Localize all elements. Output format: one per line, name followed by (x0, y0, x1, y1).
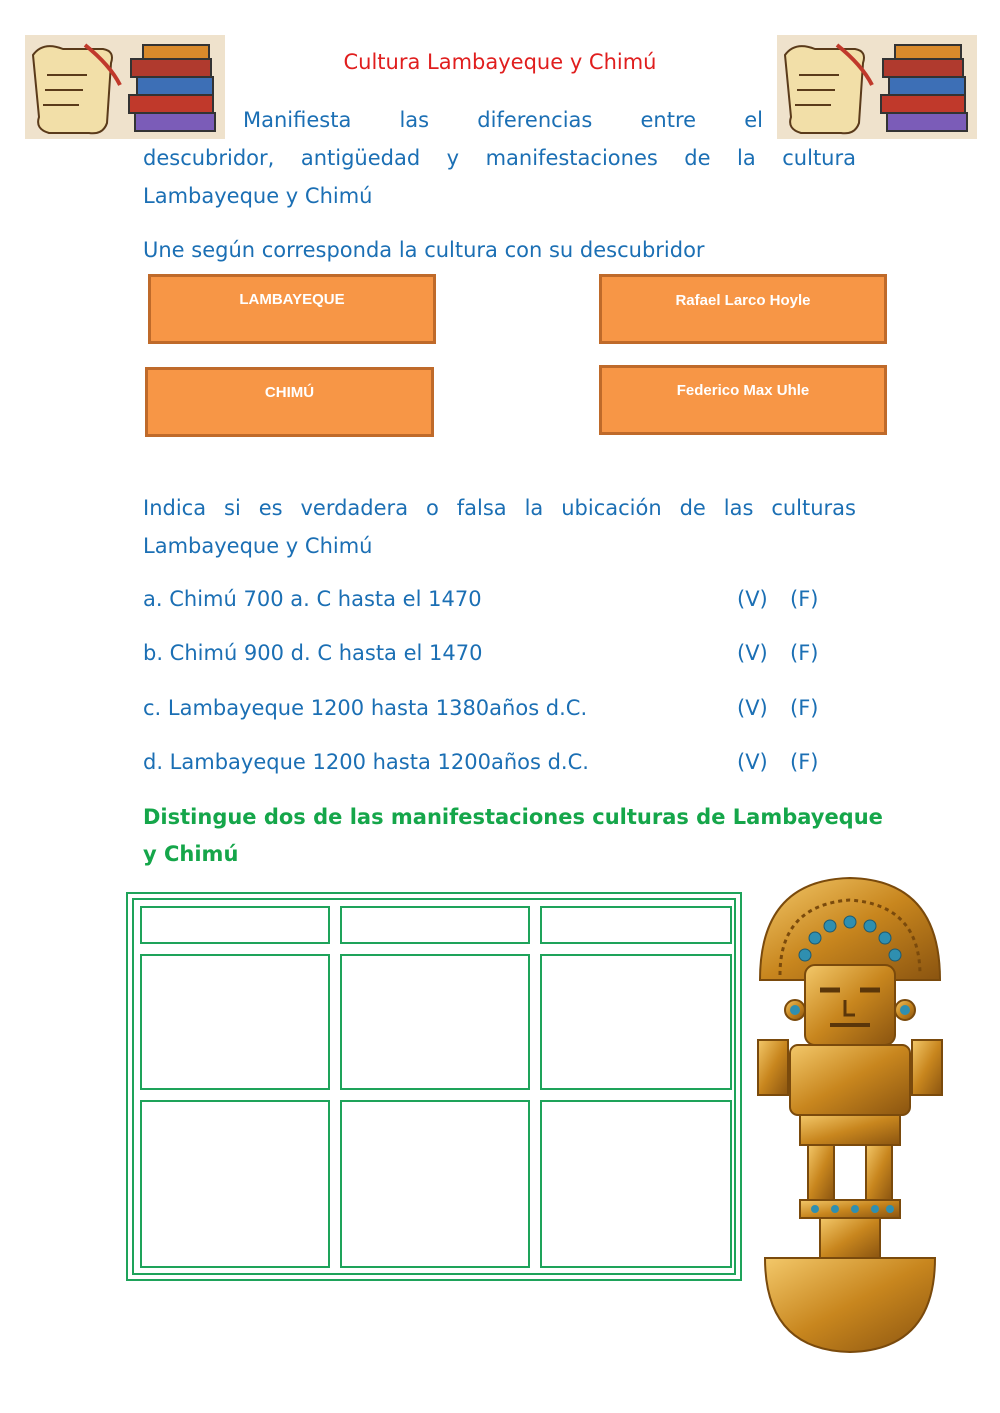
distinguish-heading-line-1: Distingue dos de las manifestaciones culturas de Lambayeque (143, 805, 883, 829)
tf-statement: d. Lambayeque 1200 hasta 1200años d.C. (143, 750, 589, 774)
tf-instruction-line-2: Lambayeque y Chimú (143, 534, 373, 558)
intro-line-1 (243, 101, 763, 139)
answer-table (126, 892, 742, 1281)
intro-line-2: descubridor, antigüedad y manifestaciones de la cultura (143, 146, 856, 170)
table-cell[interactable] (540, 906, 732, 944)
intro-word: Manifiesta (243, 108, 352, 132)
true-option[interactable]: (V) (737, 750, 768, 774)
intro-word: las (399, 108, 430, 132)
tumi-ceremonial-knife-icon (750, 870, 950, 1360)
scroll-and-books-icon (25, 35, 225, 139)
false-option[interactable]: (F) (790, 587, 819, 611)
page-title: Cultura Lambayeque y Chimú (343, 50, 657, 74)
answer-table-inner (132, 898, 736, 1275)
tf-statement: c. Lambayeque 1200 hasta 1380años d.C. (143, 696, 588, 720)
card-label: LAMBAYEQUE (239, 291, 345, 308)
card-lambayeque[interactable] (148, 274, 436, 344)
table-cell[interactable] (140, 1100, 330, 1268)
card-label: Federico Max Uhle (676, 382, 810, 399)
intro-word: el (744, 108, 763, 132)
intro-word: entre (640, 108, 697, 132)
intro-line-3: Lambayeque y Chimú (143, 184, 373, 208)
card-chimu[interactable] (145, 367, 434, 437)
table-cell[interactable] (540, 1100, 732, 1268)
tf-instruction-line-1: Indica si es verdadera o falsa la ubicación de las culturas (143, 496, 856, 520)
distinguish-heading-line-2: y Chimú (143, 842, 239, 866)
false-option[interactable]: (F) (790, 696, 819, 720)
true-option[interactable]: (V) (737, 641, 768, 665)
table-cell[interactable] (340, 906, 530, 944)
tf-statement: a. Chimú 700 a. C hasta el 1470 (143, 587, 482, 611)
false-option[interactable]: (F) (790, 641, 819, 665)
card-label: CHIMÚ (264, 384, 315, 401)
table-cell[interactable] (340, 954, 530, 1090)
scroll-and-books-icon (777, 35, 977, 139)
card-rafael-larco-hoyle[interactable] (599, 274, 887, 344)
card-label: Rafael Larco Hoyle (675, 292, 811, 309)
table-cell[interactable] (140, 906, 330, 944)
matching-instruction: Une según corresponda la cultura con su descubridor (143, 238, 705, 262)
tf-statement: b. Chimú 900 d. C hasta el 1470 (143, 641, 483, 665)
intro-word: diferencias (477, 108, 593, 132)
table-cell[interactable] (140, 954, 330, 1090)
card-federico-max-uhle[interactable] (599, 365, 887, 435)
true-option[interactable]: (V) (737, 587, 768, 611)
false-option[interactable]: (F) (790, 750, 819, 774)
true-option[interactable]: (V) (737, 696, 768, 720)
table-cell[interactable] (340, 1100, 530, 1268)
table-cell[interactable] (540, 954, 732, 1090)
